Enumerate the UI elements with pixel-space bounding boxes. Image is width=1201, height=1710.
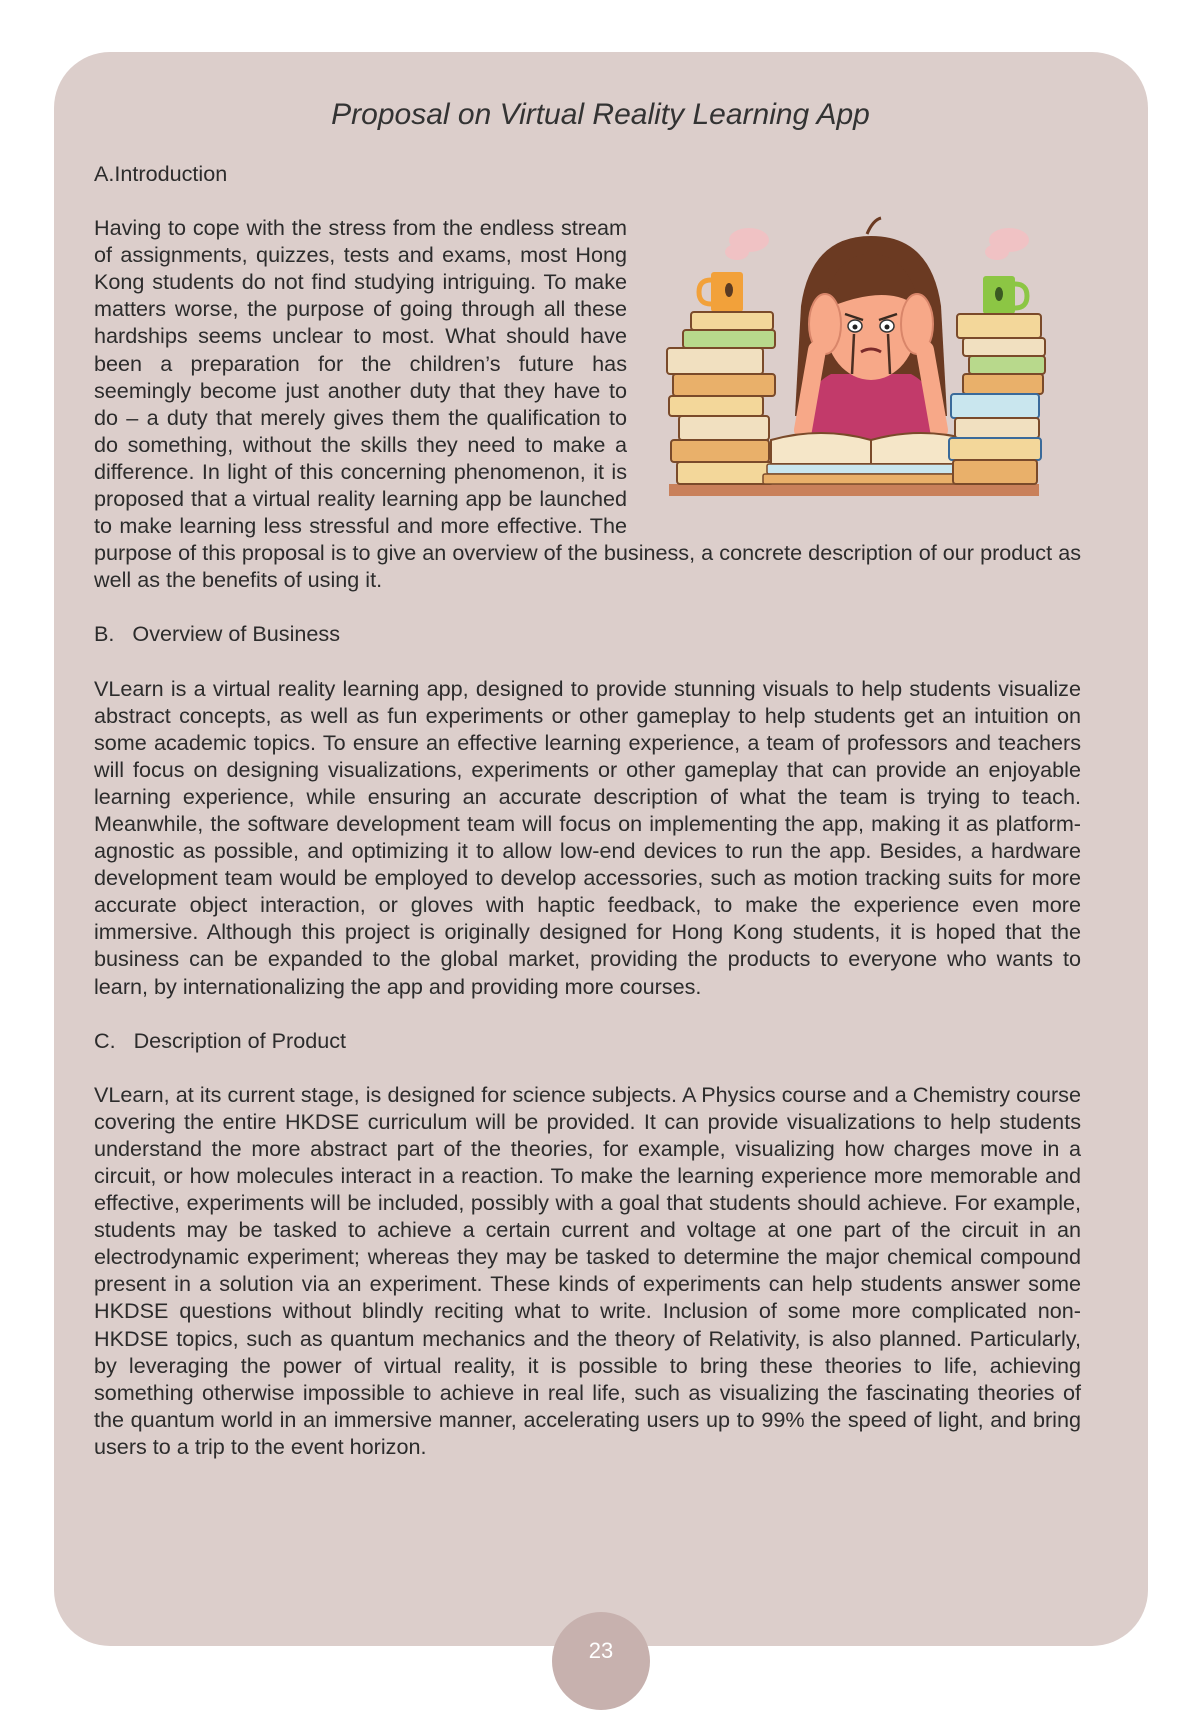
document-body [94, 160, 1081, 1460]
overview-paragraph: VLearn is a virtual reality learning app, designed to provide stunning visuals to help students visualize abstract concepts, as well as fun experiments or other gameplay to help students get an intuition on some academic topics. To ensure an effective learning experience, a team of professors and teachers will focus on designing visualizations, experiments or other gameplay that can provide an enjoyable learning experience, while ensuring an accurate description of what the team is trying to teach. Meanwhile, the software development team will focus on implementing the app, making it as platform-agnostic as possible, and optimizing it to allow low-end devices to run the app. Besides, a hardware development team would be employed to develop accessories, such as motion tracking suits for more accurate object interaction, or gloves with haptic feedback, to make the experience even more immersive. Although this project is originally designed for Hong Kong students, it is hoped that the business can be expanded to the global market, providing the products to everyone who wants to learn, by internationalizing the app and providing more courses. [94, 675, 1081, 999]
section-heading-introduction: A.Introduction [94, 161, 228, 186]
section-heading-description: C. Description of Product [94, 1027, 347, 1053]
section-heading-overview: B. Overview of Business [94, 621, 341, 647]
stressed-student-with-books-illustration [651, 214, 1081, 506]
page-number-badge: 23 [552, 1612, 650, 1710]
introduction-paragraph: Having to cope with the stress from the endless stream of assignments, quizzes, tests and exams, most Hong Kong students do not find studying intriguing. To make matters worse, the purpose of going through all these hardships seems unclear to most. What should have been a preparation for the children’s future has seemingly become just another duty that they have to do – a duty that merely gives them the qualification to do something, without the skills they need to make a difference. In light of this concerning phenomenon, it is proposed that a virtual reality learning app be launched to make learning less stressful and more effective. The purpose of this proposal is to give an overview of the business, a concrete description of our product as well as the benefits of using it. [94, 215, 1081, 593]
page-title: Proposal on Virtual Reality Learning App [331, 98, 870, 131]
description-paragraph: VLearn, at its current stage, is designed for science subjects. A Physics course and a Chemistry course covering the entire HKDSE curriculum will be provided. It can provide visualizations to help students understand the more abstract part of the theories, for example, visualizing how charges move in a circuit, or how molecules interact in a reaction. To make the learning experience more memorable and effective, experiments will be included, possibly with a goal that students should achieve. For example, students may be tasked to achieve a certain current and voltage at one part of the circuit in an electrodynamic experiment; whereas they may be tasked to determine the major chemical compound present in a solution via an experiment. These kinds of experiments can help students answer some HKDSE questions without blindly reciting what to write. Inclusion of some more complicated non-HKDSE topics, such as quantum mechanics and the theory of Relativity, is also planned. Particularly, by leveraging the power of virtual reality, it is possible to bring these theories to life, achieving something otherwise impossible to achieve in real life, such as visualizing the fascinating theories of the quantum world in an immersive manner, accelerating users up to 99% the speed of light, and bring users to a trip to the event horizon. [94, 1081, 1081, 1459]
